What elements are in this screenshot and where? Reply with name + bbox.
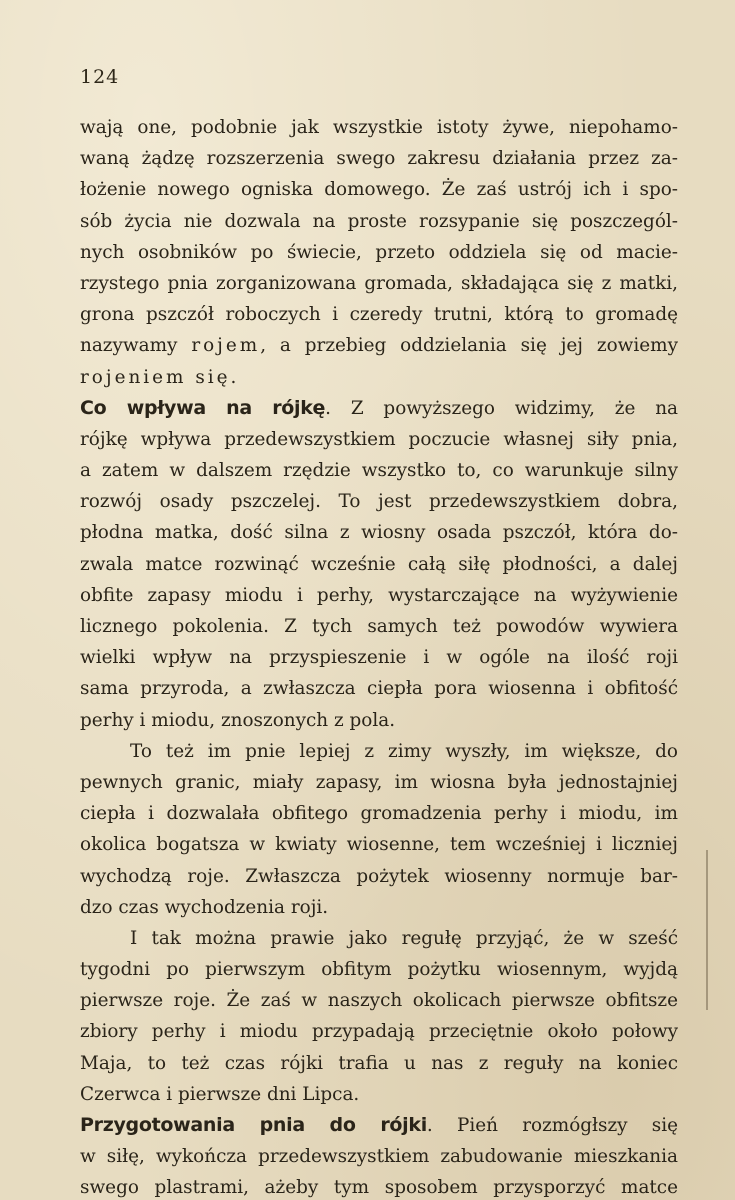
text-line: nych osobników po świecie, przeto oddziela się od macie- xyxy=(80,241,678,263)
text-line: płodna matka, dość silna z wiosny osada pszczół, która do- xyxy=(80,522,678,544)
text-segment: , a przebieg oddzielania się jej zowiemy xyxy=(260,335,678,357)
text-line: tygodni po pierwszym obfitym pożytku wiosennym, wyjdą xyxy=(80,959,678,981)
section-heading: Przygotowania pnia do rójki xyxy=(80,1114,427,1136)
text-line: Czerwca i pierwsze dni Lipca. xyxy=(80,1083,360,1105)
section-heading: Co wpływa na rójkę xyxy=(80,396,326,419)
text-line: obfite zapasy miodu i perhy, wystarczające na wyżywienie xyxy=(80,584,678,606)
emphasized-term: rojem xyxy=(191,335,261,357)
text-segment: nazywamy xyxy=(80,335,192,357)
text-line: pierwsze roje. Że zaś w naszych okolicach pierwsze obfitsze xyxy=(80,990,678,1012)
text-line: Maja, to też czas rójki trafia u nas z reguły na koniec xyxy=(80,1052,678,1074)
text-line: I tak można prawie jako regułę przyjąć, że w sześć xyxy=(130,927,678,949)
text-line: łożenie nowego ogniska domowego. Że zaś ustrój ich i spo- xyxy=(80,179,678,201)
text-line: To też im pnie lepiej z zimy wyszły, im większe, do xyxy=(130,740,678,762)
text-line: sób życia nie dozwala na proste rozsypanie się poszczegól- xyxy=(80,210,678,232)
text-line: sama przyroda, a zwłaszcza ciepła pora wiosenna i obfitość xyxy=(80,678,678,700)
text-line: rzystego pnia zorganizowana gromada, składająca się z matki, xyxy=(80,272,678,294)
body-text xyxy=(80,112,678,1200)
text-segment: . xyxy=(230,366,237,388)
text-line: rozwój osady pszczelej. To jest przedewszystkiem dobra, xyxy=(80,491,678,513)
text-line xyxy=(80,330,678,361)
text-line: pewnych granic, miały zapasy, im wiosna była jednostajniej xyxy=(80,771,678,793)
text-line: a zatem w dalszem rzędzie wszystko to, co warunkuje silny xyxy=(80,460,678,482)
text-line: waną żądzę rozszerzenia swego zakresu działania przez za- xyxy=(80,148,678,170)
text-line: rójkę wpływa przedewszystkiem poczucie własnej siły pnia, xyxy=(80,428,678,450)
text-line: wychodzą roje. Zwłaszcza pożytek wiosenny normuje bar- xyxy=(80,865,678,887)
text-line: wają one, podobnie jak wszystkie istoty żywe, niepohamo- xyxy=(80,117,678,138)
text-line xyxy=(80,362,678,393)
text-line: w siłę, wykończa przedewszystkiem zabudowanie mieszkania xyxy=(80,1146,678,1168)
text-line xyxy=(80,1110,678,1141)
text-line: ciepła i dozwalała obfitego gromadzenia perhy i miodu, im xyxy=(80,803,678,825)
page-number: 124 xyxy=(80,66,120,88)
margin-mark xyxy=(706,850,708,1010)
text-line: zbiory perhy i miodu przypadają przeciętnie około połowy xyxy=(80,1021,678,1043)
emphasized-term: rojeniem się xyxy=(80,366,231,388)
text-segment: . Pień rozmógłszy się xyxy=(426,1115,678,1136)
text-line: swego plastrami, ażeby tym sposobem przysporzyć matce xyxy=(80,1177,678,1199)
text-line: wielki wpływ na przyspieszenie i w ogóle na ilość roji xyxy=(80,647,678,669)
text-line: okolica bogatsza w kwiaty wiosenne, tem wcześniej i liczniej xyxy=(80,834,678,856)
text-line: perhy i miodu, znoszonych z pola. xyxy=(80,709,396,731)
text-segment: . Z powyższego widzimy, że na xyxy=(325,397,679,419)
text-line: zwala matce rozwinąć wcześnie całą siłę płodności, a dalej xyxy=(80,553,678,575)
text-line: grona pszczół roboczych i czeredy trutni, którą to gromadę xyxy=(80,304,678,326)
text-line: dzo czas wychodzenia roji. xyxy=(80,896,329,918)
text-line xyxy=(80,393,678,424)
text-line: licznego pokolenia. Z tych samych też powodów wywiera xyxy=(80,616,678,637)
